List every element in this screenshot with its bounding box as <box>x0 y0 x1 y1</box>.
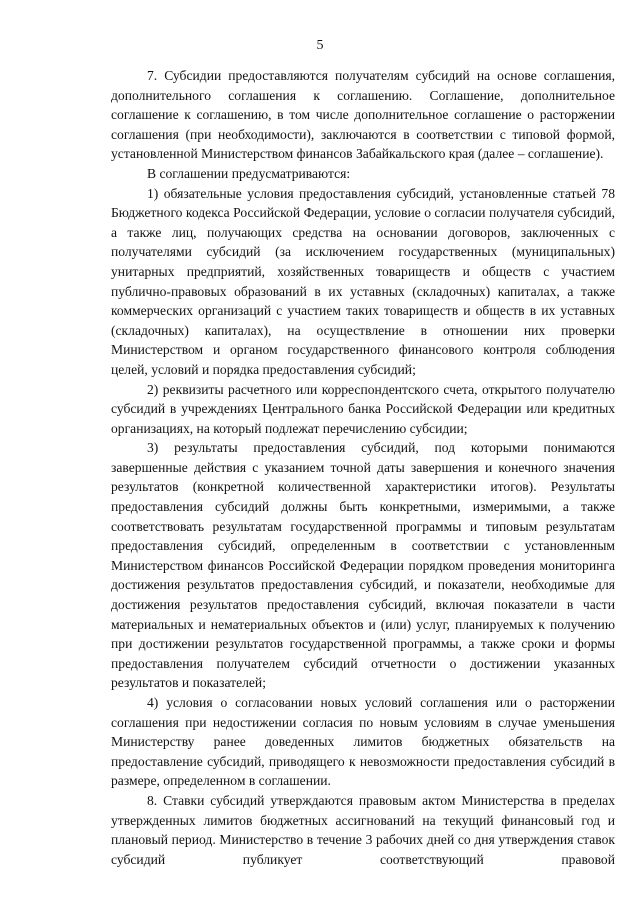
paragraph-agreement-intro: В соглашении предусматриваются: <box>147 165 351 181</box>
paragraph-8: 8. Ставки субсидий утверждаются правовым актом Министерства в пределах утвержденных лимитов бюджетных ассигнований на текущий финансовый год и плановый период. Министерство в течение 3 рабочих дней со дня утверждения ставок субсидий публикует соответствующий правовой <box>111 792 615 867</box>
paragraph-7: 7. Субсидии предоставляются получателям субсидий на основе соглашения, дополнительного соглашения к соглашению. Соглашение, дополнительное соглашение к соглашению, в том числе дополнительное соглашение о расторжении соглашения (при необходимости), заключаются в соответствии с типовой формой, установленной Министерством финансов Забайкальского края (далее – соглашение). <box>111 68 615 162</box>
paragraph-item-2: 2) реквизиты расчетного или корреспондентского счета, открытого получателю субсидий в учреждениях Центрального банка Российской Федерации или кредитных организациях, на который подлежат перечислению субсидии; <box>111 381 615 436</box>
document-body <box>111 66 615 869</box>
page-number: 5 <box>316 38 324 53</box>
paragraph-item-4: 4) условия о согласовании новых условий соглашения или о расторжении соглашения при недостижении согласия по новым условиям в случае уменьшения Министерству ранее доведенных лимитов бюджетных обязательств на предоставление субсидий, приводящего к невозможности предоставления субсидий в размере, определенном в соглашении. <box>111 695 615 789</box>
paragraph-item-1: 1) обязательные условия предоставления субсидий, установленные статьей 78 Бюджетного кодекса Российской Федерации, условие о согласии получателя субсидий, а также лиц, получающих средства на основании договоров, заключенных с получателями субсидий (за исключением государственных (муниципальных) унитарных предприятий, хозяйственных товариществ и обществ с участием публично-правовых образований в их уставных (складочных) капиталах, а также коммерческих организаций с участием таких товариществ и обществ в их уставных (складочных) капиталах), на осуществление в отношении них проверки Министерством и органом государственного финансового контроля соблюдения целей, условий и порядка предоставления субсидий; <box>111 185 615 377</box>
paragraph-item-3: 3) результаты предоставления субсидий, под которыми понимаются завершенные действия с указанием точной даты завершения и конечного значения результатов (конкретной количественной характеристики итогов). Результаты предоставления субсидий должны быть конкретными, измеримыми, а также соответствовать результатам государственной программы и типовым результатам предоставления субсидий, определенным в соответствии с установленным Министерством финансов Российской Федерации порядком проведения мониторинга достижения результатов предоставления субсидий, и показатели, необходимые для достижения результатов предоставления субсидий, включая показатели в части материальных и нематериальных объектов и (или) услуг, планируемых к получению при достижении результатов государственной программы, а также сроки и формы предоставления получателем субсидий отчетности о достижении указанных результатов и показателей; <box>111 440 615 691</box>
